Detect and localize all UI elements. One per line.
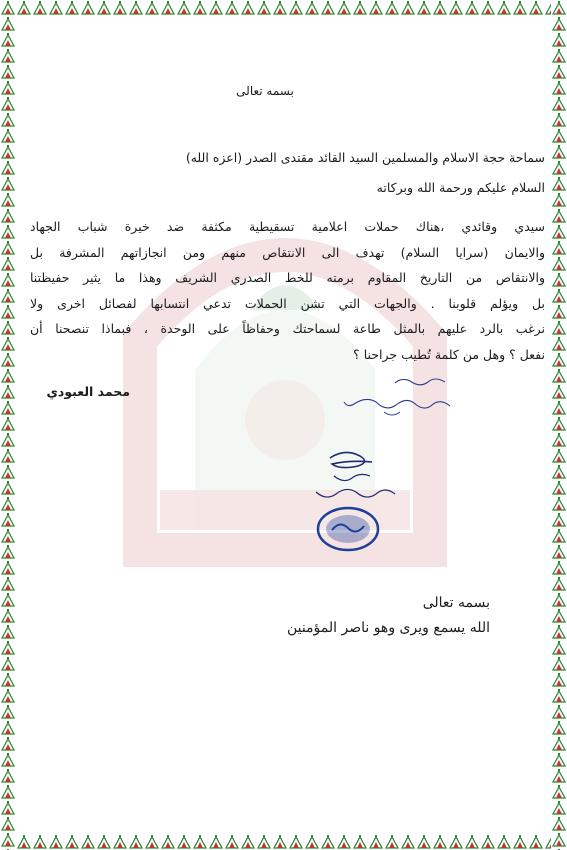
signature-scribble	[310, 446, 400, 508]
letter-body-line: والانتقاص من التاريخ المقاوم برمته للخط الصدري الشريف وهذا ما يثير حفيظتنا	[30, 270, 545, 286]
ornamental-border-top	[0, 0, 567, 16]
official-seal	[316, 506, 380, 552]
ornamental-border-left	[0, 0, 16, 850]
letter-body-line: نفعل ؟ وهل من كلمة تُطيب جراحنا ؟	[353, 346, 545, 362]
letter-body-line: سيدي وقائدي ،هناك حملات اعلامية تسقيطية مكثفة ضد خيرة شباب الجهاد	[30, 219, 545, 234]
handwritten-note	[340, 372, 455, 422]
reply-text: الله يسمع ويرى وهو ناصر المؤمنين	[286, 620, 490, 636]
letter-heading: بسمه تعالى	[236, 84, 294, 98]
signature-name: محمد العبودي	[46, 384, 130, 399]
letter-body-line: والايمان (سرايا السلام) تهدف الى الانتقاص منهم ومن انجازاتهم المشرفة بل	[30, 244, 545, 260]
ornament-pattern-bottom	[0, 834, 567, 850]
ornament-pattern-left	[0, 0, 16, 850]
letter-body	[30, 214, 545, 368]
handwriting-scribble	[340, 372, 455, 422]
letter-body-line: نرغب بالرد عليهم بالمثل طاعة لسماحتك وحفاظاً على الوحدة ، فبماذا تنصحنا أن	[30, 321, 545, 337]
reply-heading: بسمه تعالى	[422, 595, 490, 611]
letter-body-line: بل ويؤلم قلوبنا . والجهات التي تشن الحملات تدعي انتسابها لفصائل اخرى ولا	[30, 295, 545, 311]
letter-greeting: السلام عليكم ورحمة الله وبركاته	[376, 180, 545, 195]
ornament-pattern-right	[551, 0, 567, 850]
ornamental-border-bottom	[0, 834, 567, 850]
letter-address: سماحة حجة الاسلام والمسلمين السيد القائد مقتدى الصدر (اعزه الله)	[185, 150, 545, 165]
ornament-pattern-top	[0, 0, 567, 16]
ornamental-border-right	[551, 0, 567, 850]
seal-stamp-icon	[316, 506, 380, 552]
handwritten-signature	[310, 446, 400, 508]
